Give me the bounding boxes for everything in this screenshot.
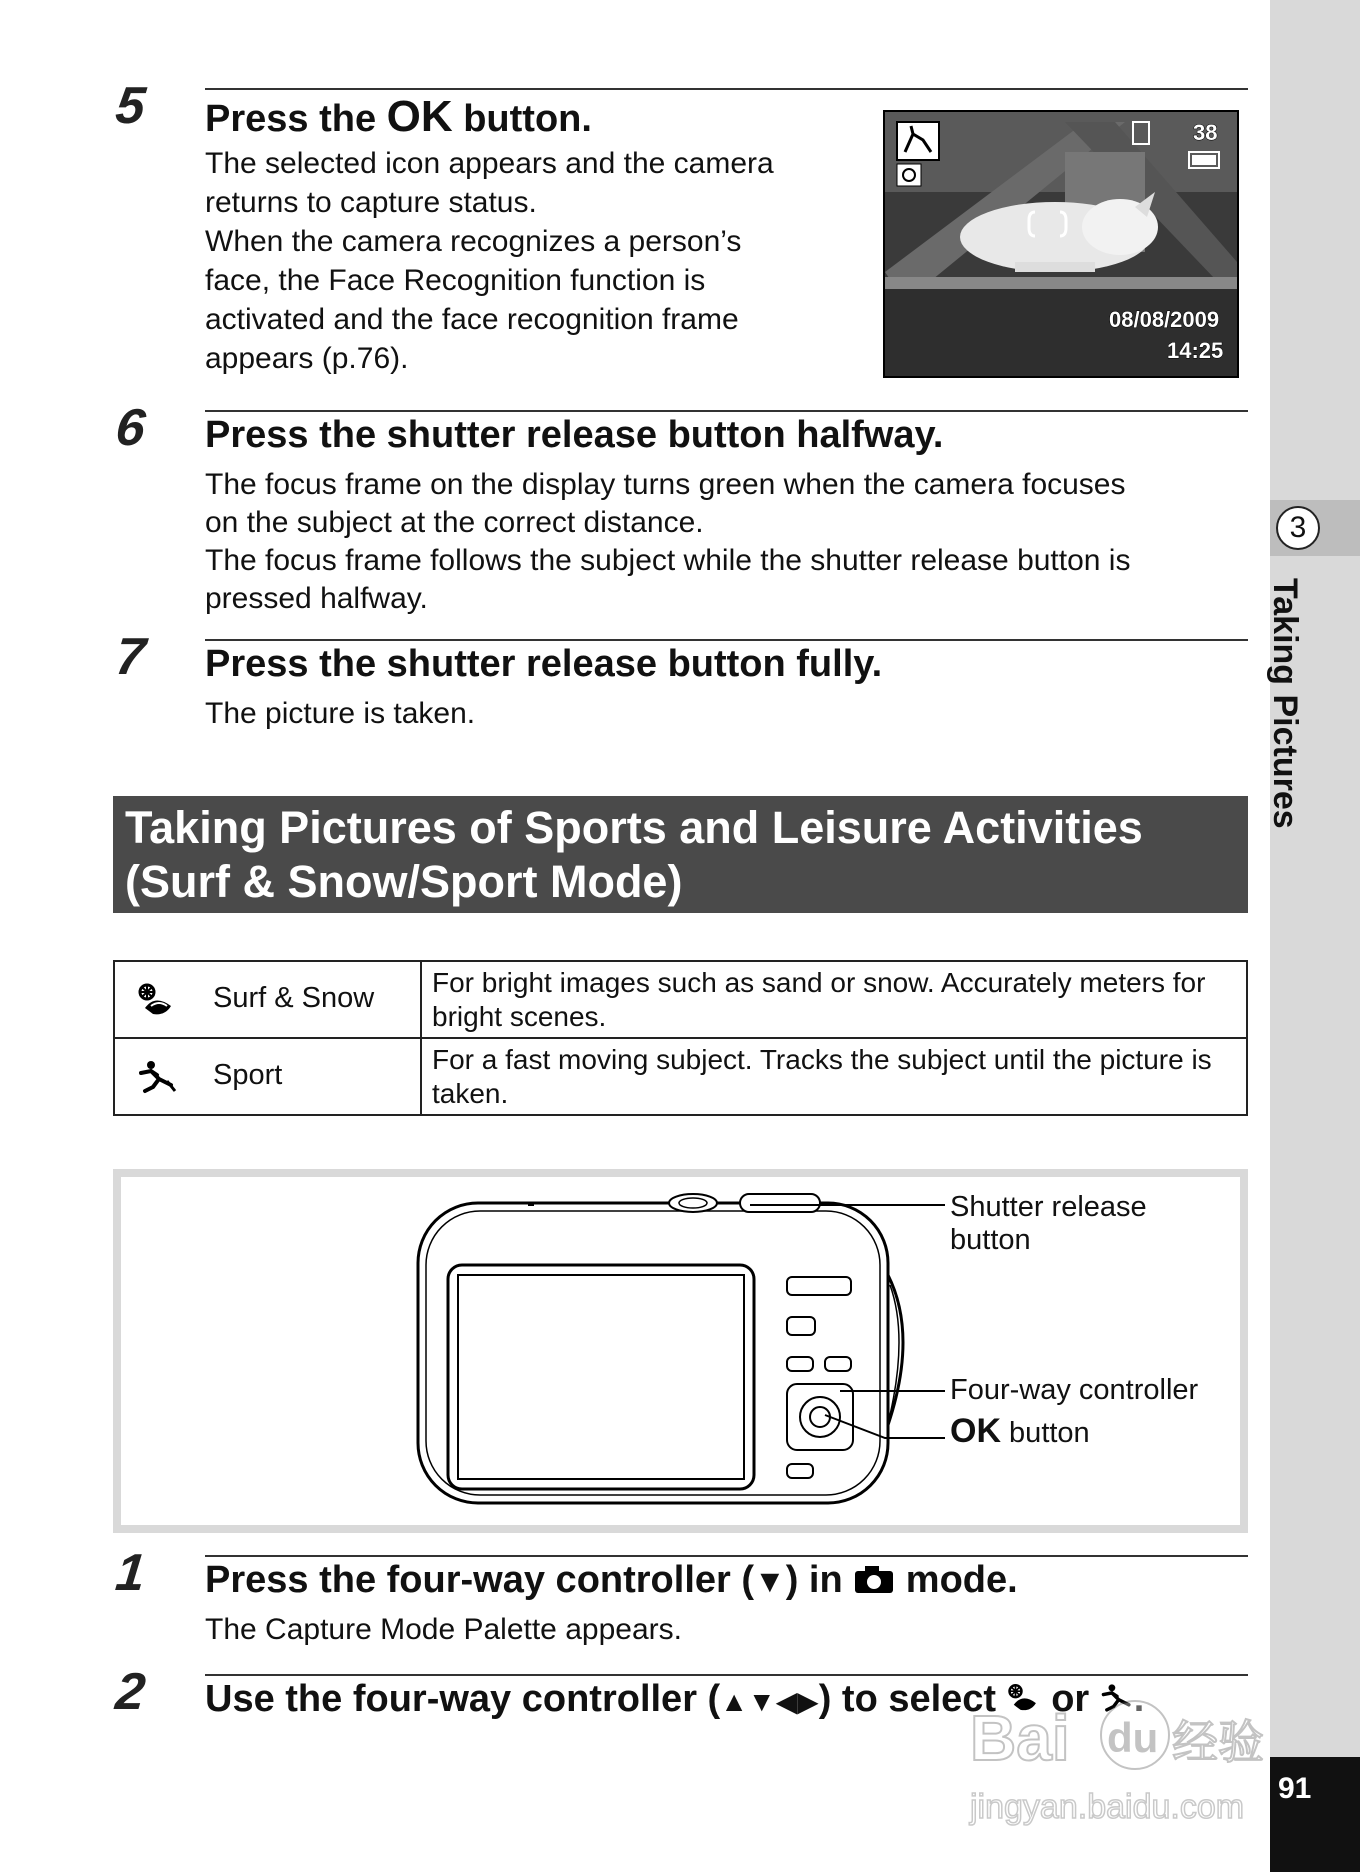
surf-snow-icon [137,982,177,1018]
heading-text: or [1040,1678,1100,1720]
body-line: The selected icon appears and the camera [205,147,774,180]
table-row [114,961,1247,1038]
step-heading: Press the shutter release button fully. [205,643,883,685]
arrow-keys-icon: ▲▼◀▶ [720,1686,819,1717]
controller-callout: Four-way controller [950,1374,1199,1406]
step-number: 7 [112,628,148,686]
heading-text: Use the four-way controller ( [205,1678,721,1720]
chapter-number: 3 [1276,506,1320,550]
step-number: 5 [112,77,148,135]
heading-text: . [1133,1678,1145,1720]
mode-name-cell [114,961,421,1038]
step-body [205,144,865,378]
step-divider [205,88,1248,90]
mode-name: Sport [213,1059,283,1091]
watermark-url: jingyan.baidu.com [970,1788,1245,1826]
camera-icon [853,1563,895,1595]
screen-date: 08/08/2009 [1109,307,1220,332]
body-line: appears (p.76). [205,342,409,375]
watermark-cn: 经验 [1172,1715,1264,1769]
step-divider [205,410,1248,412]
heading-text: button. [452,98,592,140]
mode-name: Surf & Snow [213,982,375,1014]
shots-remaining: 38 [1193,120,1218,145]
baidu-watermark-logo [960,1680,1270,1830]
section-title-line: (Surf & Snow/Sport Mode) [125,856,683,907]
down-arrow-icon: ▼ [754,1563,786,1599]
body-line: When the camera recognizes a person’s [205,225,742,258]
table-row [114,1038,1247,1115]
step-number: 1 [112,1544,148,1602]
step-number: 6 [112,399,148,457]
section-title-line: Taking Pictures of Sports and Leisure Activities [125,802,1143,853]
body-line: The focus frame follows the subject while the shutter release button is [205,544,1131,577]
step-heading: Press the shutter release button halfway. [205,414,944,456]
ok-callout [950,1412,1090,1450]
heading-text: ) in [785,1559,854,1601]
body-line: face, the Face Recognition function is [205,264,706,297]
heading-text: ) to select [818,1678,1007,1720]
callout-text: button [1001,1417,1090,1449]
step-body [205,466,1250,618]
heading-text: Press the [205,98,387,140]
step-body [205,695,1250,733]
body-line: The picture is taken. [205,697,476,730]
mode-table [113,960,1248,1116]
step-heading [205,1559,1018,1602]
chapter-title: Taking Pictures [1266,578,1304,829]
shutter-callout [950,1191,1147,1257]
step-divider [205,1674,1248,1676]
callout-line: Shutter release [950,1191,1147,1223]
watermark-brand: Bai [970,1702,1070,1774]
step-heading [205,92,592,142]
heading-text: Press the four-way controller ( [205,1559,755,1601]
step-divider [205,639,1248,641]
sport-icon [137,1059,177,1095]
camera-back-illustration [400,1185,950,1510]
screen-time: 14:25 [1167,338,1224,363]
mode-description: For a fast moving subject. Tracks the subject until the picture is taken. [421,1038,1247,1115]
watermark [960,1680,1270,1830]
step-divider [205,1555,1248,1557]
body-line: The focus frame on the display turns green when the camera focuses [205,468,1126,501]
mode-description: For bright images such as sand or snow. Accurately meters for bright scenes. [421,961,1247,1038]
heading-text: mode. [895,1559,1018,1601]
dog-scene [885,112,1237,376]
step-body: The Capture Mode Palette appears. [205,1613,682,1646]
page-number: 91 [1278,1772,1312,1805]
camera-screen-image [883,110,1239,378]
watermark-brand2: du [1107,1714,1159,1761]
chapter-sidebar [1270,0,1360,1872]
callout-line: button [950,1224,1031,1256]
ok-label: OK [950,1412,1001,1450]
body-line: pressed halfway. [205,582,428,615]
body-line: returns to capture status. [205,186,537,219]
mode-name-cell [114,1038,421,1115]
ok-label: OK [386,92,453,141]
body-line: activated and the face recognition frame [205,303,739,336]
body-line: on the subject at the correct distance. [205,506,704,539]
section-title [125,801,1235,909]
step-number: 2 [112,1663,148,1721]
